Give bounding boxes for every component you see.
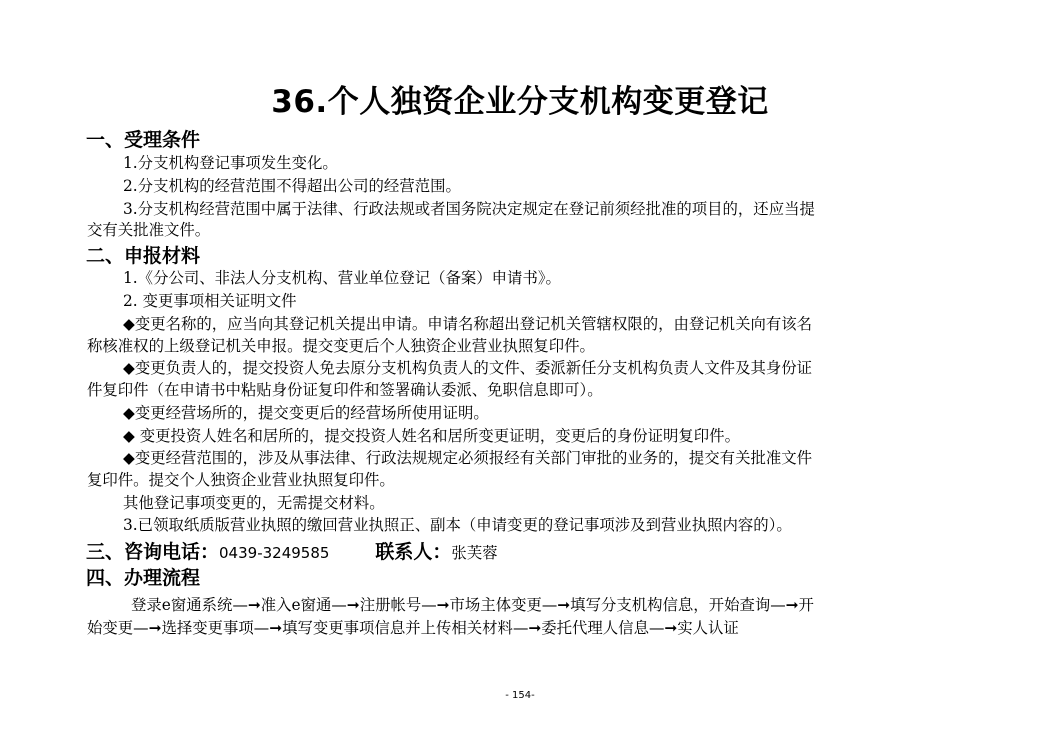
procedure-line-1: 登录e窗通系统—➞准入e窗通—➞注册帐号—➞市场主体变更—➞填写分支机构信息，开始查询—➞开 <box>131 596 814 614</box>
material-bullet-scope-change-continued: 复印件。提交个人独资企业营业执照复印件。 <box>87 471 395 489</box>
consultation-row <box>86 540 498 565</box>
condition-line-1: 1.分支机构登记事项发生变化。 <box>123 154 338 172</box>
material-bullet-manager-change: ◆变更负责人的，提交投资人免去原分支机构负责人的文件、委派新任分支机构负责人文件及其身份证 <box>123 359 813 377</box>
material-bullet-name-change-continued: 称核准权的上级登记机关申报。提交变更后个人独资企业营业执照复印件。 <box>87 337 595 355</box>
condition-line-2: 2.分支机构的经营范围不得超出公司的经营范围。 <box>123 177 461 195</box>
section-heading-procedure: 四、办理流程 <box>86 567 201 589</box>
condition-line-3-continued: 交有关批准文件。 <box>87 221 211 239</box>
section-heading-acceptance-conditions: 一、受理条件 <box>86 129 201 151</box>
material-line-3: 3.已领取纸质版营业执照的缴回营业执照正、副本（申请变更的登记事项涉及到营业执照内容的）。 <box>123 516 792 534</box>
section-heading-consultation-phone: 三、咨询电话： <box>86 541 220 563</box>
phone-number: 0439-3249585 <box>219 544 330 562</box>
contact-label: 联系人： <box>375 541 452 563</box>
material-other-changes: 其他登记事项变更的，无需提交材料。 <box>123 494 385 512</box>
material-bullet-premises-change: ◆变更经营场所的，提交变更后的经营场所使用证明。 <box>123 404 489 422</box>
material-bullet-scope-change: ◆变更经营范围的，涉及从事法律、行政法规规定必须报经有关部门审批的业务的，提交有关批准文件 <box>123 449 813 467</box>
material-bullet-investor-change: ◆ 变更投资人姓名和居所的，提交投资人姓名和居所变更证明，变更后的身份证明复印件。 <box>123 427 740 445</box>
procedure-line-2: 始变更—➞选择变更事项—➞填写变更事项信息并上传相关材料—➞委托代理人信息—➞实人认证 <box>87 619 739 637</box>
page-title: 36.个人独资企业分支机构变更登记 <box>271 84 769 120</box>
section-heading-application-materials: 二、申报材料 <box>86 245 201 267</box>
material-line-1: 1.《分公司、非法人分支机构、营业单位登记（备案）申请书》。 <box>123 269 561 287</box>
material-bullet-name-change: ◆变更名称的，应当向其登记机关提出申请。申请名称超出登记机关管辖权限的，由登记机关向有该名 <box>123 315 813 333</box>
material-line-2: 2. 变更事项相关证明文件 <box>123 292 297 310</box>
material-bullet-manager-change-continued: 件复印件（在申请书中粘贴身份证复印件和签署确认委派、免职信息即可）。 <box>87 381 603 399</box>
page-number: - 154- <box>505 690 535 701</box>
condition-line-3: 3.分支机构经营范围中属于法律、行政法规或者国务院决定规定在登记前须经批准的项目的，还应当提 <box>123 200 815 218</box>
contact-name: 张芙蓉 <box>451 544 498 562</box>
